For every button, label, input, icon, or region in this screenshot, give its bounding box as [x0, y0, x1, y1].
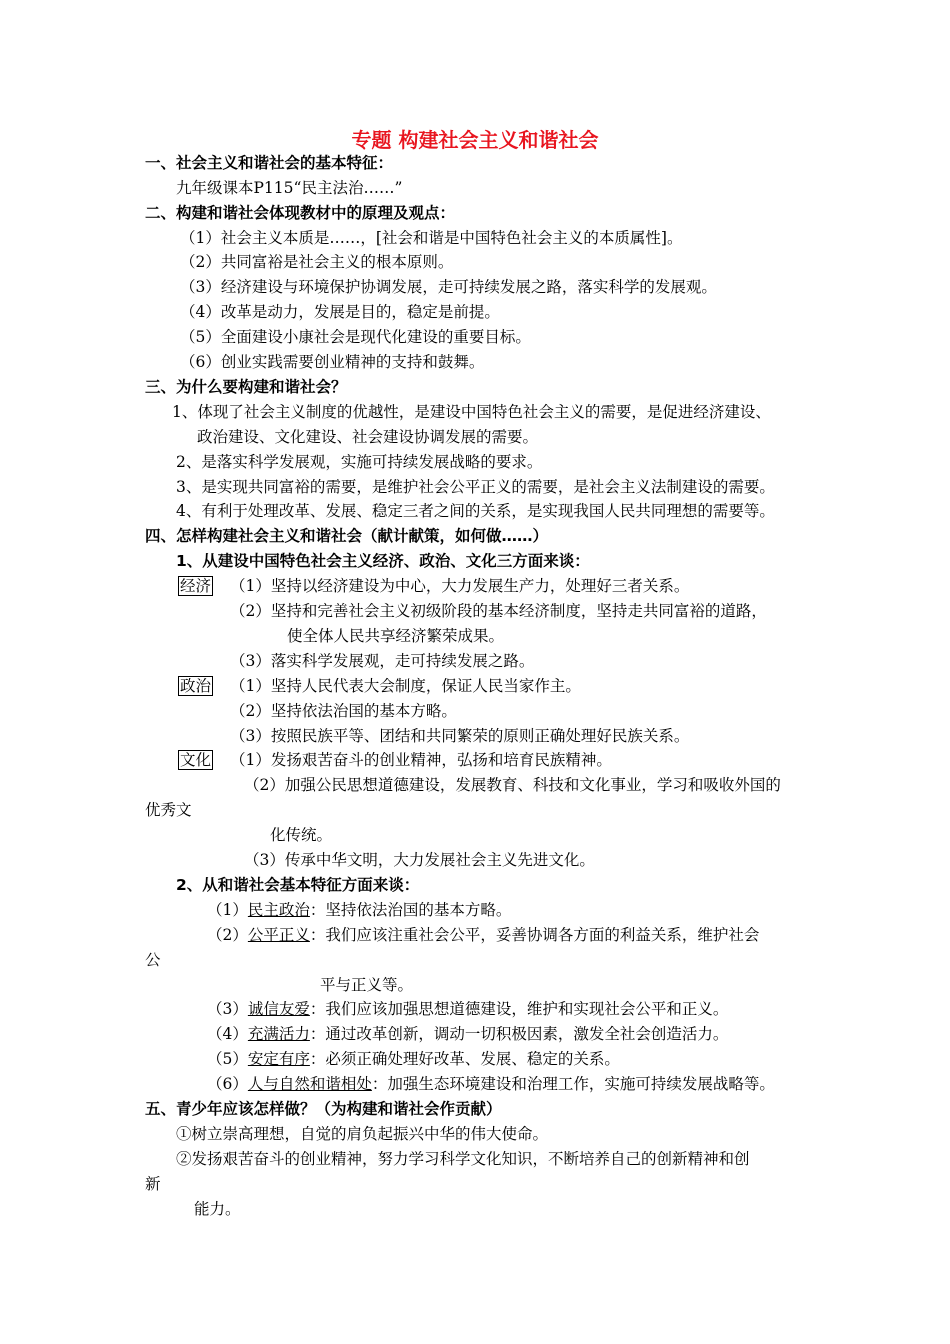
- culture-item: （3）传承中华文明，大力发展社会主义先进文化。: [244, 851, 595, 869]
- section-5-item-continued: 能力。: [194, 1200, 241, 1218]
- politics-item: （1）坚持人民代表大会制度，保证人民当家作主。: [230, 677, 581, 695]
- section-4-heading: 四、怎样构建社会主义和谐社会（献计献策，如何做……）: [145, 527, 549, 545]
- economy-item-continued: 使全体人民共享经济繁荣成果。: [287, 627, 505, 645]
- feature-item: （3）诚信友爱：我们应该加强思想道德建设，维护和实现社会公平和正义。: [207, 1000, 729, 1018]
- culture-item: （1）发扬艰苦奋斗的创业精神，弘扬和培育民族精神。: [230, 751, 612, 769]
- feature-item: （6）人与自然和谐相处：加强生态环境建设和治理工作，实施可持续发展战略等。: [207, 1075, 775, 1093]
- feature-item: （5）安定有序：必须正确处理好改革、发展、稳定的关系。: [207, 1050, 620, 1068]
- politics-item: （2）坚持依法治国的基本方略。: [230, 702, 457, 720]
- document-title: 专题 构建社会主义和谐社会: [351, 128, 599, 152]
- feature-item: （2）公平正义：我们应该注重社会公平，妥善协调各方面的利益关系，维护社会: [207, 926, 760, 944]
- section-3-item-continued: 政治建设、文化建设、社会建设协调发展的需要。: [197, 428, 539, 446]
- economy-item: （1）坚持以经济建设为中心，大力发展生产力，处理好三者关系。: [230, 577, 690, 595]
- section-4-subheading-1: 1、从建设中国特色社会主义经济、政治、文化三方面来谈：: [176, 552, 590, 570]
- section-5-heading: 五、青少年应该怎样做？（为构建和谐社会作贡献）: [145, 1100, 502, 1118]
- culture-item-wrap: 优秀文: [145, 801, 192, 819]
- culture-item-continued: 化传统。: [270, 826, 333, 844]
- politics-label: 政治: [180, 677, 212, 695]
- section-3-heading: 三、为什么要构建和谐社会？: [145, 378, 347, 396]
- section-1-heading: 一、社会主义和谐社会的基本特征：: [145, 154, 394, 172]
- section-2-item: （1）社会主义本质是……，[社会和谐是中国特色社会主义的本质属性]。: [180, 229, 683, 247]
- section-2-item: （4）改革是动力，发展是目的，稳定是前提。: [180, 303, 500, 321]
- section-1-text: 九年级课本P115“民主法治……”: [176, 179, 403, 197]
- culture-item: （2）加强公民思想道德建设，发展教育、科技和文化事业，学习和吸收外国的: [244, 776, 781, 794]
- section-2-item: （2）共同富裕是社会主义的根本原则。: [180, 253, 454, 271]
- feature-item: （1）民主政治：坚持依法治国的基本方略。: [207, 901, 512, 919]
- section-2-item: （3）经济建设与环境保护协调发展，走可持续发展之路，落实科学的发展观。: [180, 278, 717, 296]
- section-5-item: ②发扬艰苦奋斗的创业精神，努力学习科学文化知识，不断培养自己的创新精神和创: [176, 1150, 750, 1168]
- section-2-heading: 二、构建和谐社会体现教材中的原理及观点：: [145, 204, 456, 222]
- feature-item: （4）充满活力：通过改革创新，调动一切积极因素，激发全社会创造活力。: [207, 1025, 729, 1043]
- feature-item-continued: 平与正义等。: [320, 976, 414, 994]
- section-5-item: ①树立崇高理想，自觉的肩负起振兴中华的伟大使命。: [176, 1125, 549, 1143]
- economy-item: （2）坚持和完善社会主义初级阶段的基本经济制度，坚持走共同富裕的道路，: [230, 602, 767, 620]
- section-5-item-wrap: 新: [145, 1175, 161, 1193]
- culture-label: 文化: [180, 751, 212, 769]
- section-3-item: 1、体现了社会主义制度的优越性，是建设中国特色社会主义的需要，是促进经济建设、: [172, 403, 771, 421]
- section-2-item: （6）创业实践需要创业精神的支持和鼓舞。: [180, 353, 485, 371]
- section-3-item: 2、是落实科学发展观，实施可持续发展战略的要求。: [176, 453, 543, 471]
- section-3-item: 4、有利于处理改革、发展、稳定三者之间的关系，是实现我国人民共同理想的需要等。: [176, 502, 775, 520]
- section-3-item: 3、是实现共同富裕的需要，是维护社会公平正义的需要，是社会主义法制建设的需要。: [176, 478, 775, 496]
- economy-item: （3）落实科学发展观，走可持续发展之路。: [230, 652, 535, 670]
- feature-item-wrap: 公: [145, 951, 161, 969]
- section-4-subheading-2: 2、从和谐社会基本特征方面来谈：: [176, 876, 420, 894]
- economy-label: 经济: [180, 577, 212, 595]
- section-2-item: （5）全面建设小康社会是现代化建设的重要目标。: [180, 328, 531, 346]
- politics-item: （3）按照民族平等、团结和共同繁荣的原则正确处理好民族关系。: [230, 727, 690, 745]
